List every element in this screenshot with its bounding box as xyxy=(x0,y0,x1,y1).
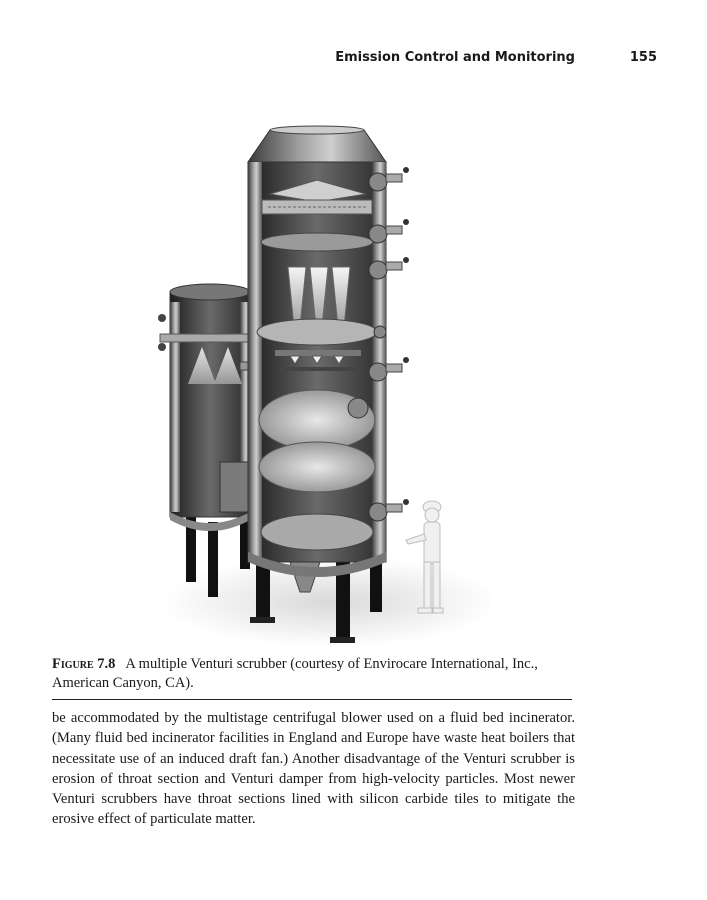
figure-caption-text: A multiple Venturi scrubber (courtesy of Envirocare International, Inc., American Canyon, CA). xyxy=(52,656,538,691)
figure-caption xyxy=(52,655,572,700)
figure-label: Figure 7.8 xyxy=(52,656,116,672)
page-number: 155 xyxy=(629,50,657,65)
running-header xyxy=(0,50,707,68)
body-paragraph: be accommodated by the multistage centrifugal blower used on a fluid bed incinerator. (Many fluid bed incinerator facilities in England and Europe have waste heat boilers that necessitate use of an induced draft fan.) Another disadvantage of the Venturi scrubber is erosion of throat section and Venturi damper from high-velocity particles. Most newer Venturi scrubbers have throat sections lined with silicon carbide tiles to mitigate the erosive effect of particulate matter. xyxy=(52,710,575,828)
venturi-scrubber-illustration xyxy=(140,122,490,650)
running-title: Emission Control and Monitoring xyxy=(335,50,575,65)
